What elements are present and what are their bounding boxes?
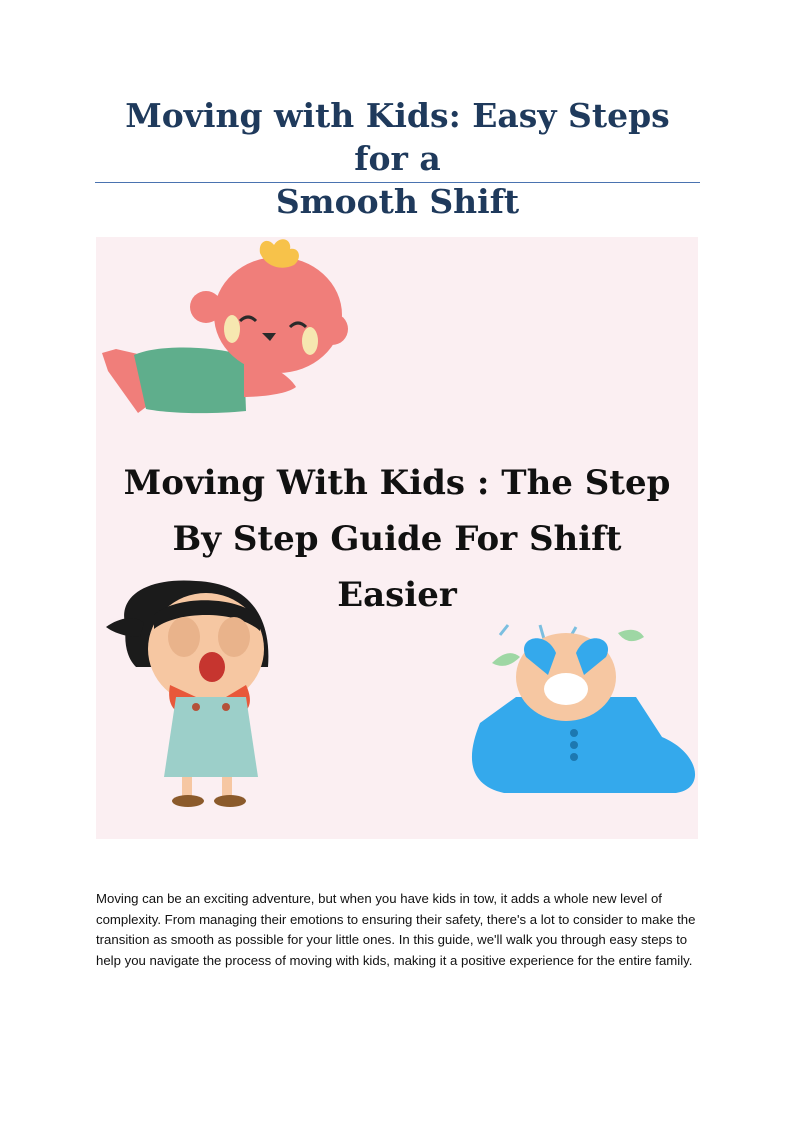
crying-toddler [472,625,695,793]
title-line-2: Smooth Shift [275,182,520,221]
intro-paragraph: Moving can be an exciting adventure, but when you have kids in tow, it adds a whole new level of complexity. From managing their emotions to ensuring their safety, there's a lot to consider to make the transition as smooth as possible for your little ones. In this guide, we'll walk you through easy steps to help you navigate the process of moving with kids, making it a positive experience for the entire family. [96,891,696,968]
hero-heading-line-1: Moving With Kids : The Step [123,463,671,503]
baby-ear-left [190,291,222,323]
page-title [95,94,700,223]
title-divider [95,182,700,183]
tear-left [224,315,240,343]
baby-head [214,257,342,373]
toddler-mouth [544,673,588,705]
hero-heading-line-2: By Step Guide For Shift [172,519,622,559]
tear-right [302,327,318,355]
baby-ear-right [316,313,348,345]
hero-heading-line-3: Easier [337,575,457,615]
girl-mouth [199,652,225,682]
title-line-1: Moving with Kids: Easy Steps for a [125,96,670,178]
girl-dress [164,697,258,777]
baby-shirt [134,348,246,414]
crying-baby-lying [102,239,348,413]
hero-illustration [96,237,698,839]
